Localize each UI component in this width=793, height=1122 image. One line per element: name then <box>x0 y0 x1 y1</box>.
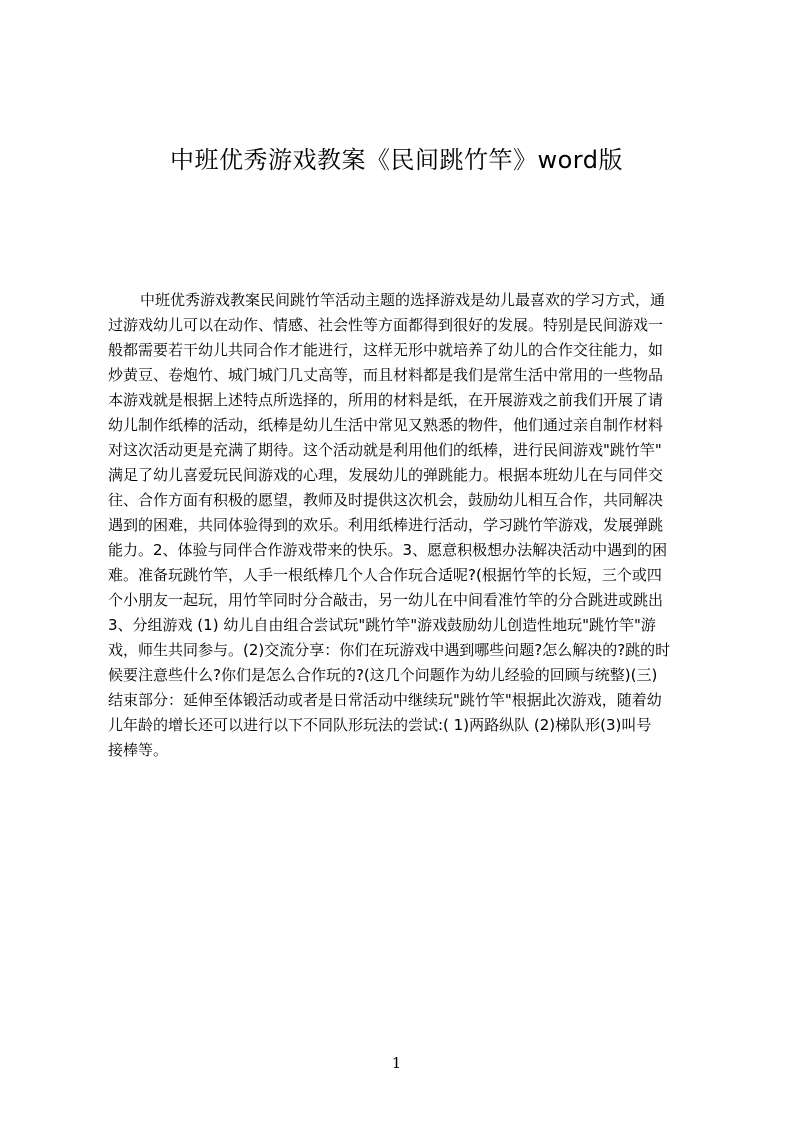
body-line: 般都需要若干幼儿共同合作才能进行，这样无形中就培养了幼儿的合作交往能力，如 <box>108 341 664 359</box>
body-line: 3、分组游戏 (1) 幼儿自由组合尝试玩"跳竹竿"游戏鼓励幼儿创造性地玩"跳竹竿"游 <box>108 616 656 634</box>
body-line: 幼儿制作纸棒的活动，纸棒是幼儿生活中常见又熟悉的物件，他们通过亲自制作材料 <box>108 416 664 434</box>
body-line: 儿年龄的增长还可以进行以下不同队形玩法的尝试:( 1)两路纵队 (2)梯队形(3)叫号 <box>108 716 652 734</box>
page-number: 1 <box>391 1054 402 1072</box>
body-line: 难。准备玩跳竹竿，人手一根纸棒几个人合作玩合适呢?(根据竹竿的长短，三个或四 <box>108 566 662 584</box>
body-line: 能力。2、体验与同伴合作游戏带来的快乐。3、愿意积极想办法解决活动中遇到的困 <box>108 541 668 559</box>
document-body <box>108 288 698 808</box>
body-line: 过游戏幼儿可以在动作、情感、社会性等方面都得到很好的发展。特别是民间游戏一 <box>108 316 664 334</box>
body-line: 候要注意些什么?你们是怎么合作玩的?(这几个问题作为幼儿经验的回顾与统整)(三) <box>108 666 658 684</box>
body-line: 本游戏就是根据上述特点所选择的，所用的材料是纸，在开展游戏之前我们开展了请 <box>108 391 664 409</box>
body-line: 接棒等。 <box>108 741 169 759</box>
body-line: 个小朋友一起玩，用竹竿同时分合敲击，另一幼儿在中间看准竹竿的分合跳进或跳出 <box>108 591 664 609</box>
body-line: 对这次活动更是充满了期待。这个活动就是利用他们的纸棒，进行民间游戏"跳竹竿" <box>108 441 662 459</box>
body-line: 遇到的困难，共同体验得到的欢乐。利用纸棒进行活动，学习跳竹竿游戏，发展弹跳 <box>108 516 664 534</box>
body-line: 满足了幼儿喜爱玩民间游戏的心理，发展幼儿的弹跳能力。根据本班幼儿在与同伴交 <box>108 466 664 484</box>
body-line: 结束部分：延伸至体锻活动或者是日常活动中继续玩"跳竹竿"根据此次游戏，随着幼 <box>108 691 662 709</box>
body-line: 往、合作方面有积极的愿望，教师及时提供这次机会，鼓励幼儿相互合作，共同解决 <box>108 491 664 509</box>
body-line: 戏，师生共同参与。(2)交流分享：你们在玩游戏中遇到哪些问题?怎么解决的?跳的时 <box>108 641 671 659</box>
body-line: 中班优秀游戏教案民间跳竹竿活动主题的选择游戏是幼儿最喜欢的学习方式，通 <box>140 291 666 309</box>
document-title: 中班优秀游戏教案《民间跳竹竿》word版 <box>170 146 623 174</box>
body-line: 炒黄豆、卷炮竹、城门城门几丈高等，而且材料都是我们是常生活中常用的一些物品 <box>108 366 664 384</box>
